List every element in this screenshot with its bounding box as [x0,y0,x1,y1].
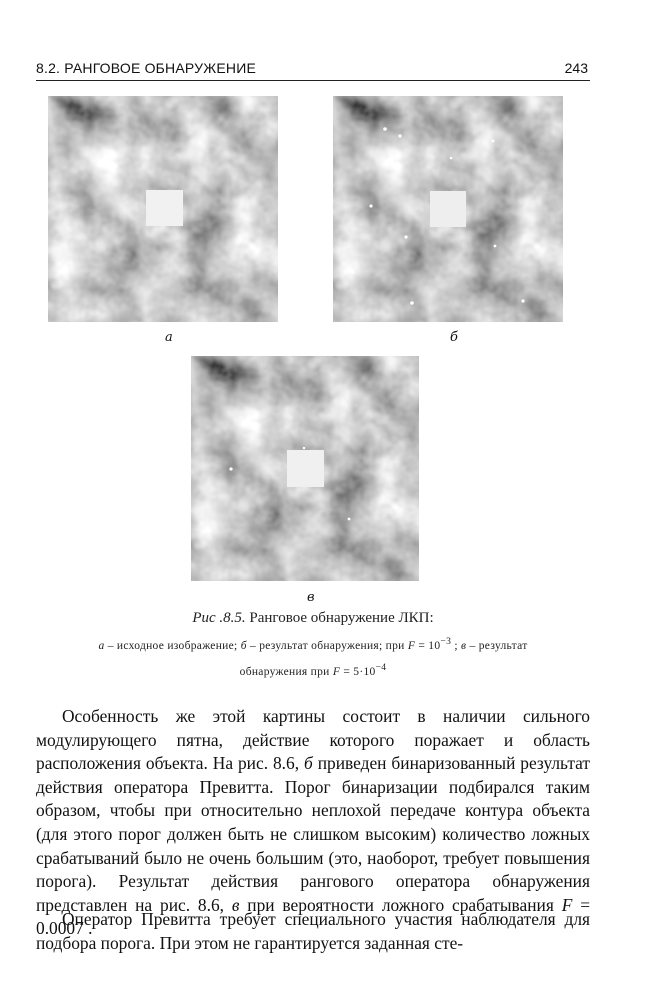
caption-letter-v: в [461,639,467,652]
caption-eq: = 10 [415,639,441,652]
object-square-b [430,191,466,227]
p1-ref-v: в [231,894,240,915]
p1-ref-b: б [304,753,313,774]
figure-caption-title [36,610,590,627]
caption-line3-text: обнаружения при [239,665,333,678]
figure-title: Ранговое обнаружение ЛКП: [249,610,434,626]
section-title: 8.2. РАНГОВОЕ ОБНАРУЖЕНИЕ [36,60,256,76]
figure-panel-b [333,96,563,322]
caption-b-text: – результат обнаружения; при [246,639,408,652]
caption-letter-b: б [240,639,247,652]
p1-text-f: = 0.0007 . [36,894,590,939]
panel-label-a: а [165,330,173,345]
panel-label-b: б [450,330,458,345]
figure-caption-line2 [36,636,590,652]
caption-line3-exponent: −4 [375,662,387,673]
figure-panel-a [48,96,278,322]
object-square-a [146,190,183,226]
p1-F-symbol: F [561,894,573,915]
figure-ref: Рис .8.5. [192,610,246,626]
figure-caption-line3 [36,662,590,678]
caption-letter-a: а [98,639,105,652]
caption-F-symbol: F [407,639,416,652]
caption-line3-F: F [332,665,341,678]
noise-image-a [48,96,278,322]
p1-text-c: приведен бинаризованный результат действия оператора Превитта. Порог бинаризации подбирался таким образом, чтобы при относительно неплохой передаче контура объекта (для этого порог должен быть не слишком высоким) количество ложных срабатываний было не очень большим (это, наоборот, требует повышения порога). Результат действия рангового оператора обнаружения представлен на рис. 8.6, [36,753,590,915]
caption-v-text: – результат [466,639,528,652]
p1-text-a: Особенность же этой картины состоит в наличии сильного модулирующего пятна, действие которого поражает и область расположения объекта. На рис. 8.6, [36,706,590,774]
noise-image-v [191,356,419,581]
paragraph-2: Оператор Превитта требует специального участия наблюдателя для подбора порога. При этом не гарантируется заданная сте- [36,909,590,953]
caption-exponent: −3 [440,636,452,647]
paragraph-1 [36,705,590,941]
p1-text-e: при вероятности ложного срабатывания [239,894,562,915]
caption-a-text: – исходное изображение; [104,639,241,652]
caption-line3-eq: = 5·10 [340,665,376,678]
panel-label-v: в [307,590,315,605]
page-number: 243 [564,60,588,76]
noise-image-b [333,96,563,322]
running-header [36,56,590,81]
caption-sep: ; [451,639,462,652]
object-square-v [287,450,324,487]
figure-panel-v [191,356,419,581]
